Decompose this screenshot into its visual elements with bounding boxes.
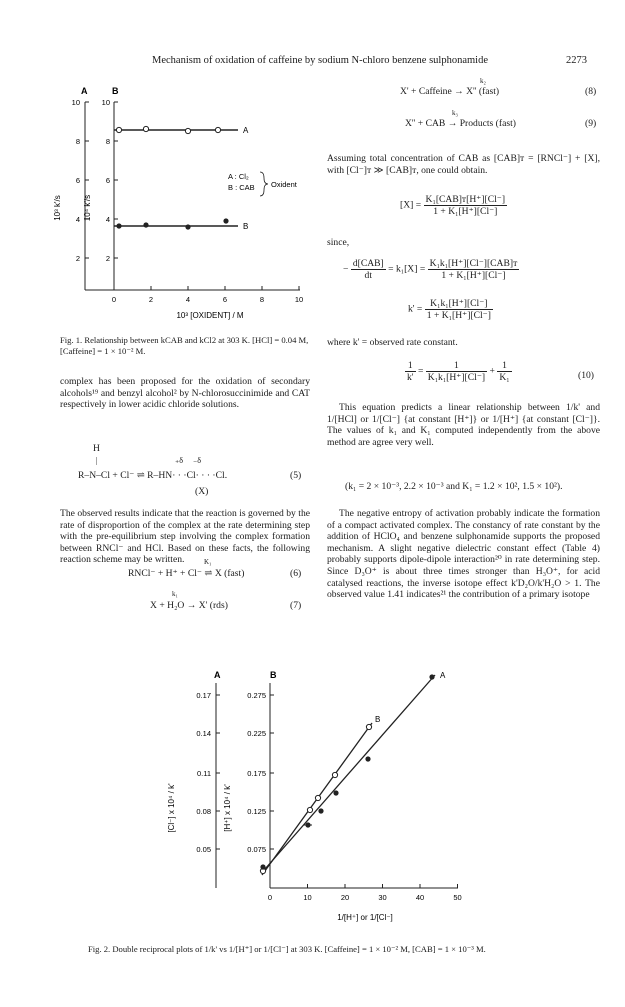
k-values: (k₁ = 2 × 10⁻³, 2.2 × 10⁻³ and K₁ = 1.2 × 10², 1.5 × 10²).	[345, 481, 563, 492]
eq10: $\frac{1}{k'}$ = $\frac{1}{\text{K₁k₁[H⁺][Cl⁻]}}$ + $\frac{1}{\text{K₁}}$	[407, 360, 510, 383]
fig1-y-tick-label-a: 4	[75, 215, 80, 224]
fig1-y-tick-label-b: 6	[105, 176, 110, 185]
fig1-caption: Fig. 1. Relationship between kCAB and kCl2 at 303 K. [HCl] = 0.04 M, [Caffeine] = 1 × 10⁻² M.	[60, 335, 309, 356]
eq7-k: k₁	[172, 590, 178, 598]
fig1-point-a	[116, 127, 121, 132]
fig2-point-b	[315, 795, 320, 800]
fig2-axis-b-label: B	[270, 670, 277, 680]
fig1-point-b	[185, 224, 190, 229]
fig1-y-tick-label-b: 4	[105, 215, 110, 224]
fig2-axis-a-label: A	[214, 670, 221, 680]
fig1-axis-a-label: A	[81, 86, 88, 96]
right-para-2: This equation predicts a linear relationship between 1/k' and 1/[HCl] or 1/[Cl⁻] {at constant [H⁺]} or 1/[H⁺] {at constant [Cl⁻]}. The values of k₁ and K₁ computed independently from the above method are agree very well.	[327, 402, 600, 448]
figure-1	[50, 80, 320, 345]
fig1-point-a	[143, 126, 148, 131]
eq5-h: H	[93, 443, 100, 454]
left-para-1: complex has been proposed for the oxidation of secondary alcohols¹⁹ and benzyl alcohol² by N-chlorosuccinimide and CAT respectively in lower acidic chloride solutions.	[60, 376, 310, 411]
eq5-bond: |	[96, 456, 98, 465]
fig1-y-ticks	[72, 98, 118, 263]
fig2-x-tick-label: 30	[378, 893, 387, 902]
eq7-number: (7)	[290, 600, 302, 611]
fig1-point-b	[116, 223, 121, 228]
fig1-axis-b-label: B	[112, 86, 119, 96]
fig2-point-b	[307, 807, 312, 812]
fig2-point-a	[333, 790, 338, 795]
fig2-line-b-label: B	[375, 715, 381, 724]
fig1-y-tick-label-a: 2	[75, 254, 80, 263]
fig1-legend-group: Oxident	[271, 180, 297, 189]
fig1-point-a	[185, 128, 190, 133]
eq5-delta: ₊δ ₋δ	[175, 456, 201, 465]
fig2-line-a-label: A	[440, 671, 446, 680]
fig1-x-tick-label: 10	[294, 295, 304, 304]
eq8: X' + Caffeine → X'' (fast)	[400, 86, 500, 97]
fig1-y-tick-label-b: 10	[101, 98, 110, 107]
fig2-x-tick-label: 20	[340, 893, 350, 902]
fig1-x-tick-label: 6	[222, 295, 228, 304]
fig2-y-tick-label-a: 0.08	[196, 807, 211, 816]
fig1-ylabel-a: 10³ k'/s	[53, 195, 62, 221]
fig1-x-tick-label: 0	[111, 295, 117, 304]
left-para-2: The observed results indicate that the reaction is governed by the rate of disproportion of the complex at the rate determining step with the pre-equilibrium step involving the complex formation between RNCl⁻ and HCl. Based on these facts, the following reaction scheme may be written.	[60, 508, 310, 566]
fig2-point-b	[332, 772, 337, 777]
eq-rate: − $\frac{\text{d[CAB]}}{dt}$ = k₁[X] = $\frac{\text{K₁k₁[H⁺][Cl⁻][CAB]ᴛ}}{\text{1 + K₁[H⁺][Cl⁻]}}$	[343, 258, 518, 281]
fig1-point-b	[223, 218, 228, 223]
fig2-y-tick-label-b: 0.075	[247, 845, 266, 854]
fig2-y-tick-label-a: 0.11	[196, 769, 211, 778]
eq5: R–N–Cl + Cl⁻ ⇌ R–HN· · ·Cl· · · ·Cl.	[78, 470, 228, 481]
eq10-number: (10)	[578, 370, 594, 381]
fig1-line-b-label: B	[243, 222, 249, 231]
right-para-1: Assuming total concentration of CAB as [CAB]ᴛ = [RNCl⁻] + [X], with [Cl⁻]ᴛ ≫ [CAB]ᴛ, one could obtain.	[327, 153, 600, 176]
fig2-x-tick-label: 40	[415, 893, 425, 902]
fig1-x-tick-label: 4	[185, 295, 191, 304]
fig2-y-tick-label-a: 0.14	[196, 729, 211, 738]
fig1-legend-a: A : Cl₂	[228, 172, 249, 181]
fig1-xlabel: 10³ [OXIDENT] / M	[176, 311, 244, 320]
fig1-x-tick-label: 8	[259, 295, 265, 304]
fig2-caption: Fig. 2. Double reciprocal plots of 1/k' vs 1/[H⁺] or 1/[Cl⁻] at 303 K. [Caffeine] = 1 × 10⁻² M, [CAB] = 1 × 10⁻³ M.	[88, 944, 486, 954]
fig2-y-tick-label-b: 0.225	[247, 729, 266, 738]
fig1-ylabel-b: 10⁴ k'/s	[83, 194, 92, 222]
fig2-point-a	[365, 756, 370, 761]
eq9-k: k₃	[452, 109, 458, 117]
eq-x: [X] = $\frac{\text{K₁[CAB]ᴛ[H⁺][Cl⁻]}}{\text{1 + K₁[H⁺][Cl⁻]}}$	[400, 194, 506, 217]
where-text: where k' = observed rate constant.	[327, 337, 458, 348]
fig2-line-a	[265, 675, 435, 869]
eq6: RNCl⁻ + H⁺ + Cl⁻ ⇌ X (fast)	[128, 568, 245, 579]
fig1-y-tick-label-a: 8	[75, 137, 80, 146]
fig2-x-tick-label: 10	[303, 893, 312, 902]
eq9: X'' + CAB → Products (fast)	[405, 118, 516, 129]
figure-2	[160, 668, 480, 938]
fig1-x-ticks	[112, 286, 303, 304]
fig2-ylabel-a: [Cl⁻] x 10⁴ / k'	[167, 783, 176, 833]
eq7: X + H₂O → X' (rds)	[150, 600, 228, 611]
fig2-y-tick-label-a: 0.17	[196, 691, 211, 700]
right-para-3: The negative entropy of activation probably indicate the formation of a compact activated complex. The constancy of rate constant by the addition of HClO₄ and benzene sulphonamide supports the proposed mechanism. A slight negative dielectric constant effect (Table 4) probably supports dipole-dipole interaction²⁰ in rate determining step. Since D₃O⁺ is about three times stronger than H₃O⁺, for acid catalysed reactions, the inverse isotope effect k'D₂O/k'H₂O > 1. The observed value 1.41 indicates²¹ the contribution of a primary isotope	[327, 508, 600, 601]
fig2-point-a	[429, 674, 434, 679]
fig2-xlabel: 1/[H⁺] or 1/[Cl⁻]	[337, 913, 393, 922]
fig2-x-tick-label: 0	[267, 893, 273, 902]
fig2-point-a	[318, 808, 323, 813]
fig2-x-tick-label: 50	[453, 893, 462, 902]
eq5-x: (X)	[195, 486, 209, 497]
eq8-number: (8)	[585, 86, 597, 97]
eq-kprime: k' = $\frac{\text{K₁k₁[H⁺][Cl⁻]}}{\text{1 + K₁[H⁺][Cl⁻]}}$	[408, 298, 491, 321]
fig2-y-tick-label-a: 0.05	[196, 845, 211, 854]
fig1-line-a-label: A	[243, 126, 249, 135]
fig2-ylabel-b: [H⁺] x 10⁴ / k'	[223, 784, 232, 832]
eq6-k: K₁	[204, 558, 212, 566]
fig1-point-a	[215, 127, 220, 132]
fig1-y-tick-label-a: 6	[75, 176, 80, 185]
eq6-number: (6)	[290, 568, 302, 579]
fig1-y-tick-label-b: 8	[105, 137, 110, 146]
fig1-y-tick-label-b: 2	[105, 254, 110, 263]
fig1-x-tick-label: 2	[148, 295, 154, 304]
since-text: since,	[327, 237, 350, 248]
running-title: Mechanism of oxidation of caffeine by sodium N-chloro benzene sulphonamide	[152, 55, 489, 66]
fig1-point-b	[143, 222, 148, 227]
fig1-legend-b: B : CAB	[228, 183, 255, 192]
fig2-y-tick-label-b: 0.125	[247, 807, 266, 816]
eq5-number: (5)	[290, 470, 302, 481]
fig2-y-tick-label-b: 0.175	[247, 769, 266, 778]
fig2-point-a	[260, 864, 265, 869]
fig1-y-tick-label-a: 10	[71, 98, 80, 107]
page-number: 2273	[566, 55, 587, 66]
eq9-number: (9)	[585, 118, 597, 129]
eq8-k: k₂	[480, 77, 486, 85]
fig2-x-ticks	[268, 884, 462, 902]
fig2-point-b	[366, 724, 371, 729]
fig2-y-tick-label-b: 0.275	[247, 691, 266, 700]
